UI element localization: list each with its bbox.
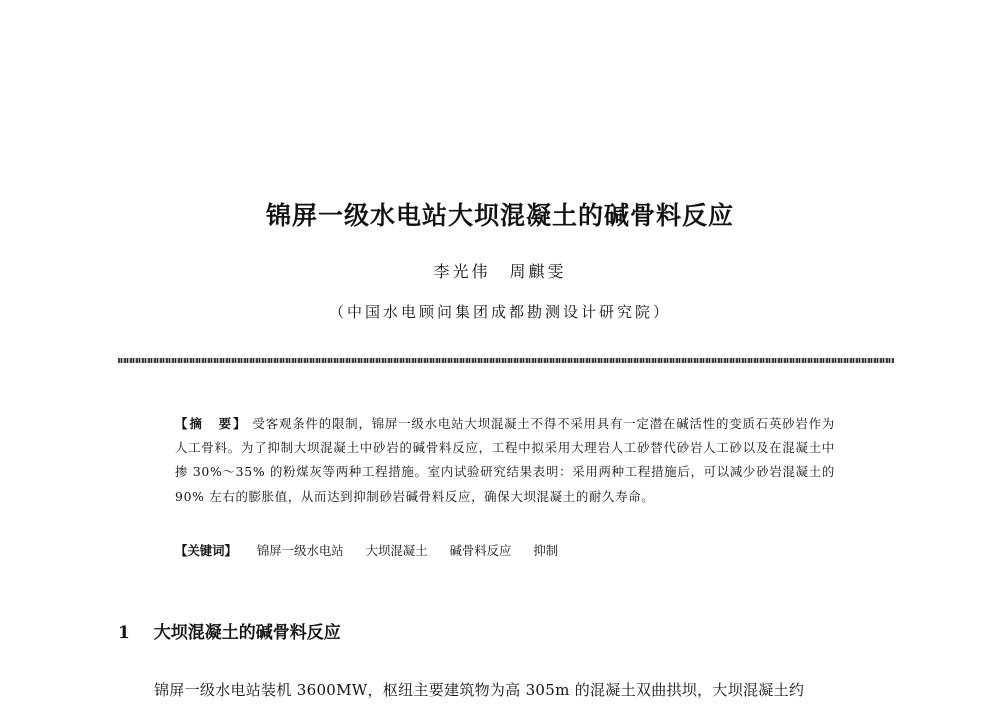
keyword-item: 锦屏一级水电站 — [256, 543, 344, 558]
paper-affiliation: （中国水电顾问集团成都勘测设计研究院） — [328, 303, 671, 321]
keywords-label: 【关键词】 — [175, 543, 237, 558]
abstract-text: 受客观条件的限制，锦屏一级水电站大坝混凝土不得不采用具有一定潜在碱活性的变质石英砂岩作为人工骨料。为了抑制大坝混凝土中砂岩的碱骨料反应，工程中拟采用大理岩人工砂替代砂岩人工砂以及在混凝土中掺 30%～35% 的粉煤灰等两种工程措施。室内试验研究结果表明：采用两种工程措施后，可以减少砂岩混凝土的 90% 左右的膨胀值，从而达到抑制砂岩碱骨料反应，确保大坝混凝土的耐久寿命。 — [175, 416, 836, 504]
body-paragraph: 锦屏一级水电站装机 3600MW，枢纽主要建筑物为高 305m 的混凝土双曲拱坝，大坝混凝土约 — [154, 681, 805, 699]
keyword-item: 大坝混凝土 — [365, 543, 428, 558]
keywords-block — [175, 541, 835, 561]
section-number: 1 — [118, 623, 130, 643]
paper-title: 锦屏一级水电站大坝混凝土的碱骨料反应 — [265, 201, 734, 230]
header-divider — [118, 358, 894, 363]
keyword-item: 碱骨料反应 — [449, 543, 512, 558]
paper-authors: 李光伟 周麒雯 — [433, 262, 567, 281]
keyword-item: 抑制 — [533, 543, 559, 558]
section-title: 大坝混凝土的碱骨料反应 — [153, 623, 341, 643]
abstract-block — [175, 412, 835, 509]
abstract-label: 【摘 要】 — [175, 416, 248, 431]
section-heading — [118, 618, 341, 643]
